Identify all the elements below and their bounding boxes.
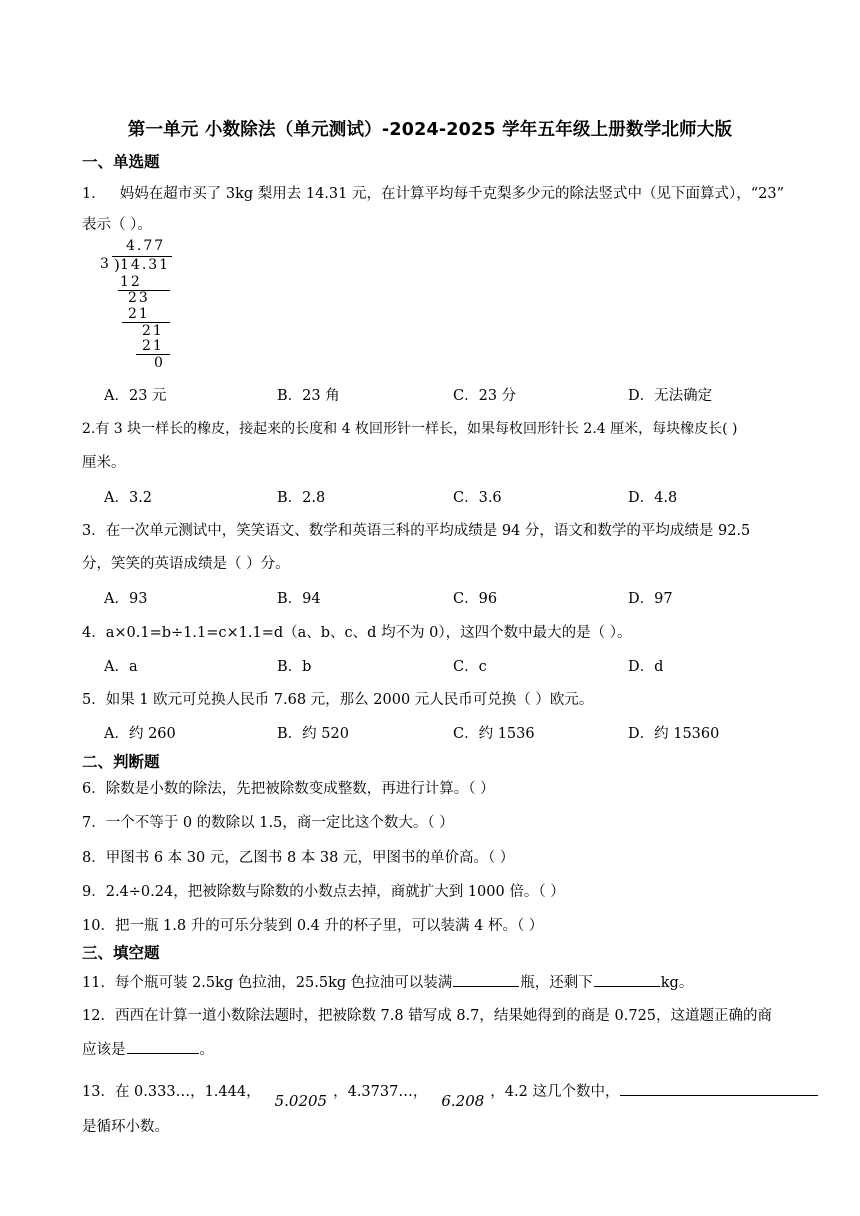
question-1-line-1 [82,182,810,203]
option-b[interactable]: B．b [277,659,312,675]
division-row-5: 21 [142,338,164,354]
question-11-text-b: 瓶，还剩下 [520,975,593,991]
long-division-figure [96,238,176,374]
answer-blank-2[interactable] [594,971,660,987]
division-quotient: 4.77 [126,238,166,254]
option-c[interactable]: C．23 分 [453,388,517,404]
option-c[interactable]: C．3.6 [453,490,502,506]
question-10: 10．把一瓶 1.8 升的可乐分装到 0.4 升的杯子里，可以装满 4 杯。（ ） [82,918,544,934]
question-9: 9．2.4÷0.24，把被除数与除数的小数点去掉，商就扩大到 1000 倍。（ ） [82,884,565,900]
option-a[interactable]: A．a [104,659,138,675]
option-a[interactable]: A．3.2 [104,490,153,506]
option-b[interactable]: B．约 520 [277,726,349,742]
division-row-3: 21 [128,306,150,322]
answer-blank-3[interactable] [127,1038,199,1054]
question-12-line-1: 12．西西在计算一道小数除法题时，把被除数 7.8 错写成 8.7，结果她得到的商是 0.725，这道题正确的商 [82,1008,773,1024]
question-12-text-a: 应该是 [82,1042,126,1058]
question-1-text: 妈妈在超市买了 3kg 梨用去 14.31 元，在计算平均每千克梨多少元的除法竖式中（见下面算式），“23” [119,186,784,202]
option-c[interactable]: C．约 1536 [453,726,535,742]
option-c[interactable]: C．96 [453,591,498,607]
question-7: 7．一个不等于 0 的数除以 1.5，商一定比这个数大。（ ） [82,815,454,831]
division-row-4: 21 [142,323,164,339]
question-3-line-1: 3．在一次单元测试中，笑笑语文、数学和英语三科的平均成绩是 94 分，语文和数学的平均成绩是 92.5 [82,523,751,539]
question-1-number: 1． [82,186,106,202]
option-b[interactable]: B．2.8 [277,490,326,506]
question-1-line-2: 表示（ ）。 [82,217,152,233]
division-dividend: 14.31 [120,257,171,273]
question-11-text-a: 11．每个瓶可装 2.5kg 色拉油，25.5kg 色拉油可以装满 [82,975,453,991]
section-heading-fill-in: 三、填空题 [82,944,160,962]
question-8: 8．甲图书 6 本 30 元，乙图书 8 本 38 元，甲图书的单价高。（ ） [82,850,515,866]
option-b[interactable]: B．23 角 [277,388,340,404]
question-12-text-b: 。 [199,1042,214,1058]
question-13-text-c: ，4.2 这几个数中， [490,1084,620,1100]
option-a[interactable]: A．23 元 [104,388,167,404]
repeating-decimal-1 [275,1092,328,1110]
option-b[interactable]: B．94 [277,591,321,607]
repeating-decimal-2-value: 6.208 [441,1092,485,1110]
option-d[interactable]: D．d [628,659,664,675]
question-2-line-1: 2.有 3 块一样长的橡皮，接起来的长度和 4 枚回形针一样长，如果每枚回形针长 2.4 厘米，每块橡皮长( ) [82,421,738,437]
division-row-1: 12 [120,274,142,290]
division-divisor: 3 [100,256,111,272]
page-title: 第一单元 小数除法（单元测试）-2024-2025 学年五年级上册数学北师大版 [127,120,733,140]
question-3-line-2: 分，笑笑的英语成绩是（ ）分。 [82,556,290,572]
division-row-2: 23 [128,290,150,306]
question-13-text-b: ，4.3737…， [333,1084,428,1100]
question-11 [82,971,693,992]
question-11-text-c: kg。 [660,975,694,991]
question-13-line-2: 是循环小数。 [82,1119,169,1135]
question-6: 6．除数是小数的除法，先把被除数变成整数，再进行计算。（ ） [82,781,495,797]
option-d[interactable]: D．无法确定 [628,388,713,404]
question-5-line-1: 5．如果 1 欧元可兑换人民币 7.68 元，那么 2000 元人民币可兑换（ ）欧元。 [82,692,594,708]
option-c[interactable]: C．c [453,659,487,675]
section-heading-true-false: 二、判断题 [82,753,160,771]
option-a[interactable]: A．约 260 [104,726,176,742]
option-a[interactable]: A．93 [104,591,148,607]
question-12-line-2 [82,1038,214,1059]
option-d[interactable]: D．约 15360 [628,726,720,742]
division-row-6: 0 [154,355,165,371]
question-13-line-1 [82,1080,819,1110]
option-d[interactable]: D．97 [628,591,673,607]
answer-blank-1[interactable] [453,971,519,987]
question-4-line-1: 4．a×0.1=b÷1.1=c×1.1=d（a、b、c、d 均不为 0），这四个数中最大的是（ ）。 [82,625,632,641]
option-d[interactable]: D．4.8 [628,490,678,506]
section-heading-single-choice: 一、单选题 [82,153,160,171]
repeating-decimal-2 [441,1092,484,1110]
division-bracket: ) [114,256,122,274]
repeating-decimal-1-value: 5.0205 [274,1092,328,1110]
question-2-line-2: 厘米。 [82,455,126,471]
answer-blank-4[interactable] [620,1080,818,1096]
question-13-text-a: 13．在 0.333…，1.444， [82,1084,261,1100]
